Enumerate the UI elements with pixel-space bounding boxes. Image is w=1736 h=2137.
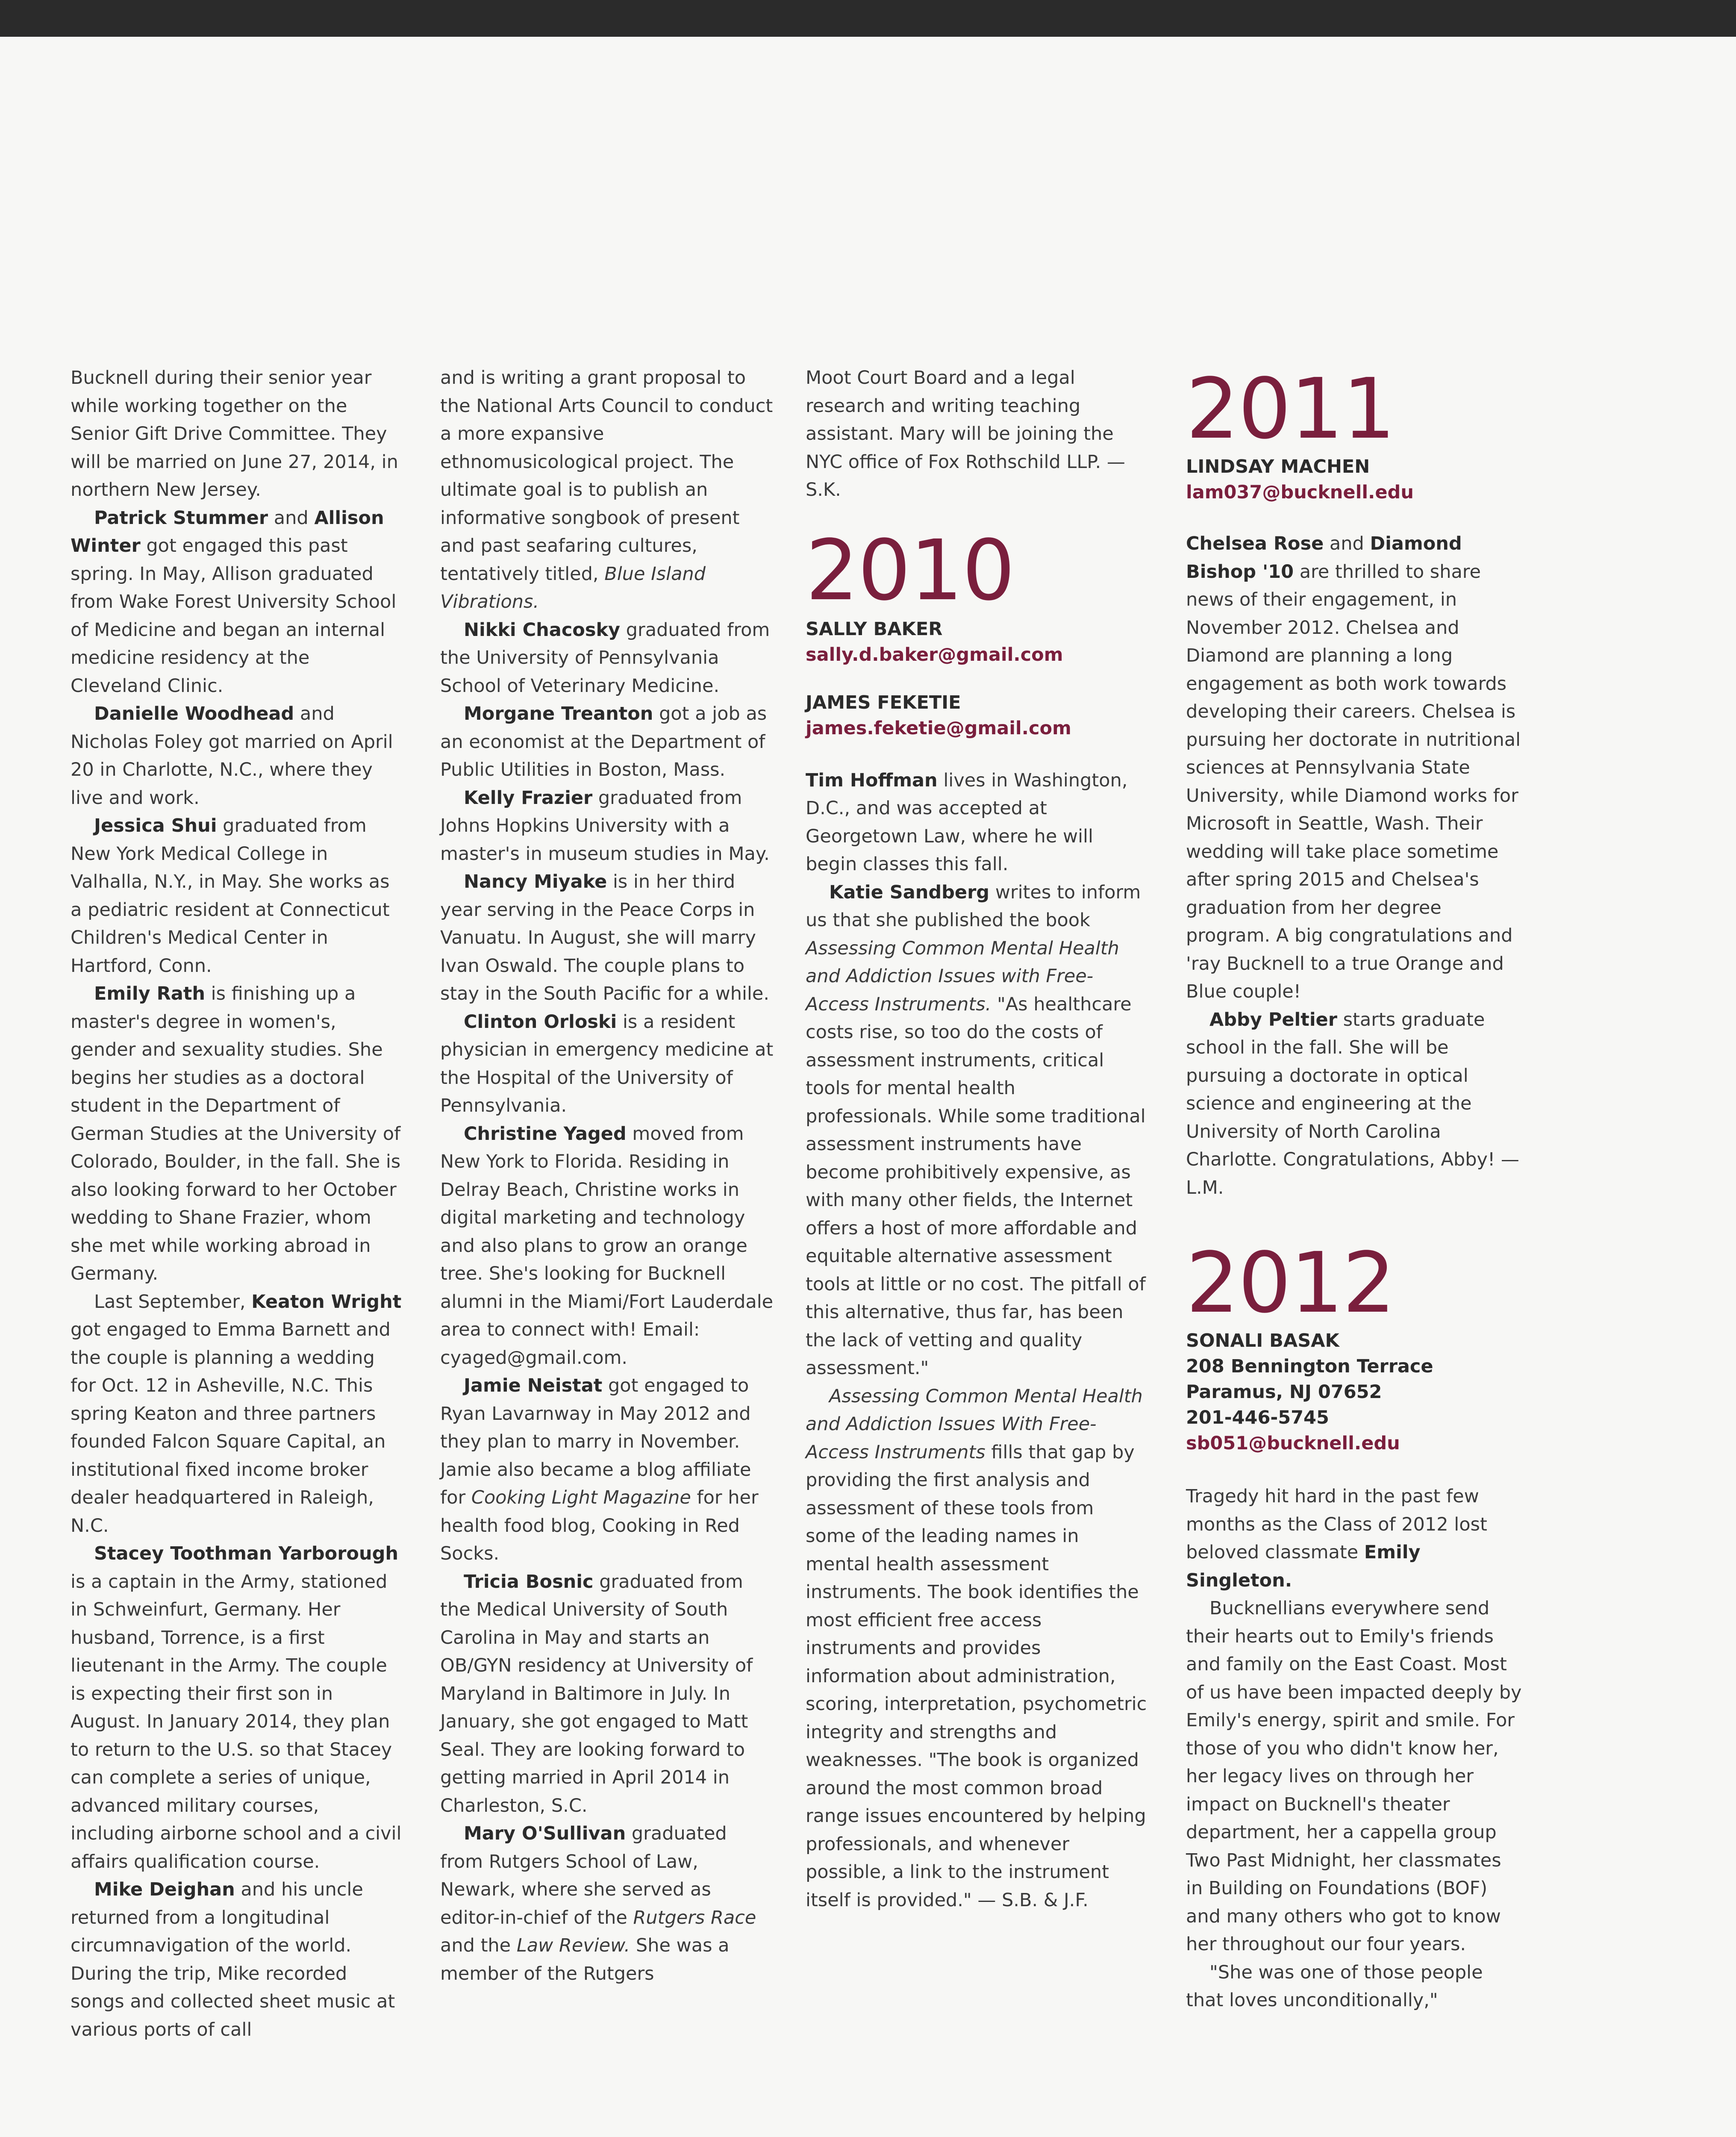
alumni-name: Katie Sandberg <box>829 881 990 903</box>
publication-title: Blue Island Vibrations. <box>440 563 706 612</box>
class-note-paragraph <box>440 700 774 784</box>
publication-title: Cooking Light Magazine <box>471 1487 691 1508</box>
note-text: graduated from the University of Pennsylvania School of Veterinary Medicine. <box>440 619 770 697</box>
class-note-paragraph <box>440 1120 774 1372</box>
alumni-name: Tricia Bosnic <box>464 1571 594 1592</box>
alumni-name: Diamond Bishop '10 <box>1186 533 1462 583</box>
alumni-name: Clinton Orloski <box>464 1011 617 1033</box>
note-text: lives in Washington, D.C., and was accepted at Georgetown Law, where he will begin classes this fall. <box>806 769 1128 875</box>
note-text: She was a member of the Rutgers <box>440 1935 730 1984</box>
note-text: moved from New York to Florida. Residing in Delray Beach, Christine works in digital marketing and technology and also plans to grow an orange tree. She's looking for Bucknell alumni in the Miami/Fort Lauderdale area to connect with! Email: cyaged@gmail.com. <box>440 1123 774 1369</box>
class-notes-2010 <box>806 767 1148 1915</box>
column-3 <box>806 364 1148 1914</box>
note-text: "She was one of those people that loves unconditionally," <box>1186 1961 1483 2011</box>
note-text: Bucknellians everywhere send their hearts out to Emily's friends and family on the East Coast. Most of us have been impacted deeply by Emily's energy, spirit and smile. For those of you who didn't know her, her legacy lives on through her impact on Bucknell's theater department, her a cappella group Two Past Midnight, her classmates in Building on Foundations (BOF) and many others who got to know her throughout our four years. <box>1186 1598 1522 1955</box>
class-note-paragraph <box>806 879 1148 1383</box>
class-note-paragraph <box>440 1568 774 1820</box>
note-text: graduated from the Medical University of South Carolina in May and starts an OB/GYN residency at University of Maryland in Baltimore in July. In January, she got engaged to Matt Seal. They are looking forward to getting married in April 2014 in Charleston, S.C. <box>440 1571 753 1816</box>
note-text: graduated from Johns Hopkins University with a master's in museum studies in May. <box>440 787 770 865</box>
class-note-paragraph <box>71 700 404 812</box>
alumni-name: Stacey Toothman Yarborough <box>94 1543 398 1564</box>
note-text: and the <box>440 1935 517 1956</box>
class-note-paragraph <box>1186 1959 1524 2015</box>
note-text: Tragedy hit hard in the past few months as the Class of 2012 lost beloved classmate <box>1186 1486 1487 1563</box>
class-note-paragraph <box>71 1288 404 1540</box>
class-correspondent-email[interactable]: sally.d.baker@gmail.com <box>806 644 1063 665</box>
note-text: and Nicholas Foley got married on April 20 in Charlotte, N.C., where they live and work. <box>71 703 393 809</box>
class-notes-2012 <box>1186 1483 1524 2015</box>
class-correspondent-name: LINDSAY MACHEN <box>1186 456 1370 477</box>
note-text: starts graduate school in the fall. She will be pursuing a doctorate in optical science and engineering at the University of North Carolina Charlotte. Congratulations, Abby! — L.M. <box>1186 1009 1519 1198</box>
note-text: got engaged to Ryan Lavarnway in May 2012 and they plan to marry in November. Jamie also became a blog affiliate for <box>440 1375 751 1508</box>
note-text: and <box>1324 533 1370 554</box>
alumni-name: Abby Peltier <box>1209 1009 1337 1030</box>
note-text: got engaged this past spring. In May, Allison graduated from Wake Forest University School of Medicine and began an internal medicine residency at the Cleveland Clinic. <box>71 535 397 697</box>
class-note-paragraph <box>71 364 404 504</box>
alumni-name: Nikki Chacosky <box>464 619 621 641</box>
note-text: is finishing up a master's degree in women's, gender and sexuality studies. She begins her studies as a doctoral student in the Department of German Studies at the University of Colorado, Boulder, in the fall. She is also looking forward to her October wedding to Shane Frazier, whom she met while working abroad in Germany. <box>71 983 401 1284</box>
alumni-name: Christine Yaged <box>464 1123 627 1145</box>
correspondent-phone: 201-446-5745 <box>1186 1407 1329 1428</box>
class-correspondent-name: JAMES FEKETIE <box>806 692 961 713</box>
class-notes-2011 <box>1186 530 1524 1202</box>
alumni-name: Patrick Stummer <box>94 507 268 529</box>
note-text: for her health food blog, Cooking in Red Socks. <box>440 1487 759 1564</box>
alumni-name: Kelly Frazier <box>464 787 593 809</box>
note-text: got engaged to Emma Barnett and the couple is planning a wedding for Oct. 12 in Asheville, N.C. This spring Keaton and three partners founded Falcon Square Capital, an institutional fixed income broker dealer headquartered in Raleigh, N.C. <box>71 1319 391 1537</box>
year-heading-2011: 2011 <box>1186 360 1395 457</box>
alumni-name: Danielle Woodhead <box>94 703 294 724</box>
class-note-paragraph <box>440 868 774 1008</box>
year-heading-2010: 2010 <box>806 521 1015 619</box>
class-correspondent-email[interactable]: james.feketie@gmail.com <box>806 717 1071 739</box>
note-text: Last September, <box>94 1291 252 1313</box>
alumni-name: Mike Deighan <box>94 1879 235 1900</box>
alumni-name: Chelsea Rose <box>1186 533 1324 554</box>
alumni-name: Jamie Neistat <box>464 1375 603 1396</box>
column-3-intro: Moot Court Board and a legal research and writing teaching assistant. Mary will be joining the NYC office of Fox Rothschild LLP. — S.K. <box>806 367 1125 500</box>
class-note-paragraph <box>71 1876 404 2044</box>
publication-title: Rutgers Race <box>633 1907 756 1928</box>
class-note-paragraph <box>1186 1006 1524 1202</box>
note-text: graduated from Rutgers School of Law, Newark, where she served as editor-in-chief of the <box>440 1823 727 1928</box>
class-correspondent-name: SALLY BAKER <box>806 618 943 640</box>
alumni-name: Morgane Treanton <box>464 703 653 724</box>
alumni-name: Nancy Miyake <box>464 871 607 892</box>
column-2 <box>440 364 774 1988</box>
correspondent-address-line: 208 Bennington Terrace <box>1186 1356 1433 1377</box>
note-text: are thrilled to share news of their engagement, in November 2012. Chelsea and Diamond are planning a long engagement as both work towards developing their careers. Chelsea is pursuing her doctorate in nutritional sciences at Pennsylvania State University, while Diamond works for Microsoft in Seattle, Wash. Their wedding will take place sometime after spring 2015 and Chelsea's graduation from her degree program. A big congratulations and 'ray Bucknell to a true Orange and Blue couple! <box>1186 561 1521 1002</box>
note-text: is a captain in the Army, stationed in Schweinfurt, Germany. Her husband, Torrence, is a first lieutenant in the Army. The couple is expecting their first son in August. In January 2014, they plan to return to the U.S. so that Stacey can complete a series of unique, advanced military courses, including airborne school and a civil affairs qualification course. <box>71 1571 402 1872</box>
publication-title: Assessing Common Mental Health and Addiction Issues With Free-Access Instruments <box>806 1385 1143 1463</box>
note-text: and is writing a grant proposal to the National Arts Council to conduct a more expansive ethnomusicological project. The ultimate goal is to publish an informative songbook of present and past seafaring cultures, tentatively titled, <box>440 367 773 585</box>
class-note-paragraph <box>71 504 404 701</box>
class-correspondent-email[interactable]: sb051@bucknell.edu <box>1186 1433 1400 1454</box>
class-note-paragraph <box>1186 1595 1524 1959</box>
note-text: is in her third year serving in the Peace Corps in Vanuatu. In August, she will marry Ivan Oswald. The couple plans to stay in the South Pacific for a while. <box>440 871 770 1004</box>
alumni-name: Mary O'Sullivan <box>464 1823 626 1844</box>
class-note-paragraph <box>440 784 774 868</box>
scan-top-border <box>0 0 1736 37</box>
class-note-paragraph <box>440 616 774 701</box>
class-note-paragraph <box>71 1540 404 1876</box>
note-text: fills that gap by providing the first analysis and assessment of these tools from some of the leading names in mental health assessment instruments. The book identifies the most efficient free access instruments and provides information about administration, scoring, interpretation, psychometric integrity and strengths and weaknesses. "The book is organized around the most common broad range issues encountered by helping professionals, and whenever possible, a link to the instrument itself is provided." — S.B. & J.F. <box>806 1441 1147 1911</box>
class-note-paragraph <box>71 980 404 1288</box>
column-4 <box>1186 360 1524 2015</box>
class-note-paragraph <box>440 1372 774 1568</box>
note-text: writes to inform us that she published the book <box>806 881 1141 931</box>
column-1 <box>71 364 404 2044</box>
class-note-paragraph <box>71 812 404 980</box>
year-heading-2012: 2012 <box>1186 1234 1395 1331</box>
class-correspondent-email[interactable]: lam037@bucknell.edu <box>1186 482 1414 503</box>
note-text: Bucknell during their senior year while working together on the Senior Gift Drive Committee. They will be married on June 27, 2014, in northern New Jersey. <box>71 367 398 500</box>
publication-title: Assessing Common Mental Health and Addiction Issues with Free-Access Instruments. <box>806 937 1119 1015</box>
alumni-name: Jessica Shui <box>94 815 217 836</box>
class-note-paragraph <box>1186 1483 1524 1595</box>
note-text: and his uncle returned from a longitudinal circumnavigation of the world. During the trip, Mike recorded songs and collected sheet music at various ports of call <box>71 1879 395 2040</box>
note-text: got a job as an economist at the Department of Public Utilities in Boston, Mass. <box>440 703 767 780</box>
class-note-paragraph <box>440 364 774 616</box>
alumni-name: Tim Hoffman <box>806 769 938 791</box>
publication-title: Law Review. <box>516 1935 630 1956</box>
alumni-name: Keaton Wright <box>251 1291 402 1313</box>
note-text: "As healthcare costs rise, so too do the costs of assessment instruments, critical tools for mental health professionals. While some traditional assessment instruments have become prohibitively expensive, as with many other fields, the Internet offers a host of more affordable and equitable alternative assessment tools at little or no cost. The pitfall of this alternative, thus far, has been the lack of vetting and quality assessment." <box>806 993 1146 1379</box>
class-note-paragraph <box>806 1383 1148 1915</box>
alumni-name: Emily Rath <box>94 983 205 1004</box>
alumni-name: Allison Winter <box>71 507 384 556</box>
class-note-paragraph <box>440 1008 774 1120</box>
class-correspondent-name: SONALI BASAK <box>1186 1330 1339 1351</box>
note-text: graduated from New York Medical College in Valhalla, N.Y., in May. She works as a pediatric resident at Connecticut Children's Medical Center in Hartford, Conn. <box>71 815 390 977</box>
class-note-paragraph <box>806 767 1148 879</box>
class-note-paragraph <box>1186 530 1524 1006</box>
alumni-name: Emily Singleton. <box>1186 1542 1421 1591</box>
note-text: is a resident physician in emergency medicine at the Hospital of the University of Pennsylvania. <box>440 1011 774 1116</box>
correspondent-address-line: Paramus, NJ 07652 <box>1186 1381 1382 1403</box>
class-note-paragraph <box>440 1820 774 1988</box>
note-text: and <box>268 507 315 529</box>
